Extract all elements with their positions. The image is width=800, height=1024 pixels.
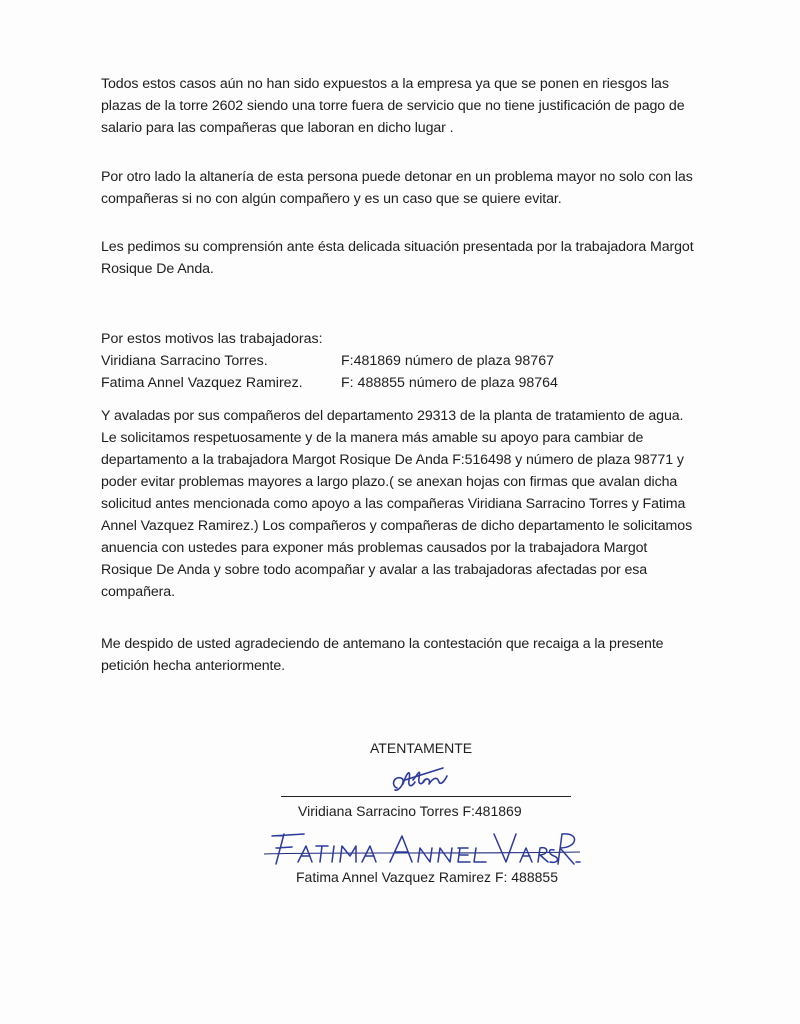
signature-1-image [385,758,455,798]
signatory-2-name: Fatima Annel Vazquez Ramirez F: 488855 [296,869,558,885]
worker-name: Viridiana Sarracino Torres. [101,353,268,369]
signature-1-line [281,796,571,797]
worker-row [101,350,701,372]
paragraph-altaneria: Por otro lado la altanería de esta persona puede detonar en un problema mayor no solo con las compañeras si no con algún compañero y es un caso que se quiere evitar. [101,169,693,207]
signature-2-image [262,822,582,872]
workers-block [101,328,701,394]
worker-detail: F:481869 número de plaza 98767 [341,353,554,369]
worker-detail: F: 488855 número de plaza 98764 [341,375,558,391]
worker-name: Fatima Annel Vazquez Ramirez. [101,375,303,391]
closing-salutation: ATENTAMENTE [370,740,473,756]
signatory-1-name: Viridiana Sarracino Torres F:481869 [298,803,522,819]
paragraph-risk-torre: Todos estos casos aún no han sido expuestos a la empresa ya que se ponen en riesgos las plazas de la torre 2602 siendo una torre fuera de servicio que no tiene justificación de pago de salario para las compañeras que laboran en dicho lugar . [101,76,685,136]
workers-intro: Por estos motivos las trabajadoras: [101,331,323,347]
paragraph-comprension: Les pedimos su comprensión ante ésta delicada situación presentada por la trabajadora Margot Rosique De Anda. [101,239,694,277]
worker-row [101,372,701,394]
paragraph-solicitud: Y avaladas por sus compañeros del departamento 29313 de la planta de tratamiento de agua. Le solicitamos respetuosamente y de la manera más amable su apoyo para cambiar de departamento a la trabajadora Margot Rosique De Anda F:516498 y número de plaza 98771 y poder evitar problemas mayores a largo plazo.( se anexan hojas con firmas que avalan dicha solicitud antes mencionada como apoyo a las compañeras Viridiana Sarracino Torres y Fatima Annel Vazquez Ramirez.) Los compañeros y compañeras de dicho departamento le solicitamos anuencia con ustedes para exponer más problemas causados por la trabajadora Margot Rosique De Anda y sobre todo acompañar y avalar a las trabajadoras afectadas por esa compañera. [101,408,693,600]
paragraph-despedida: Me despido de usted agradeciendo de antemano la contestación que recaiga a la presente petición hecha anteriormente. [101,636,664,674]
